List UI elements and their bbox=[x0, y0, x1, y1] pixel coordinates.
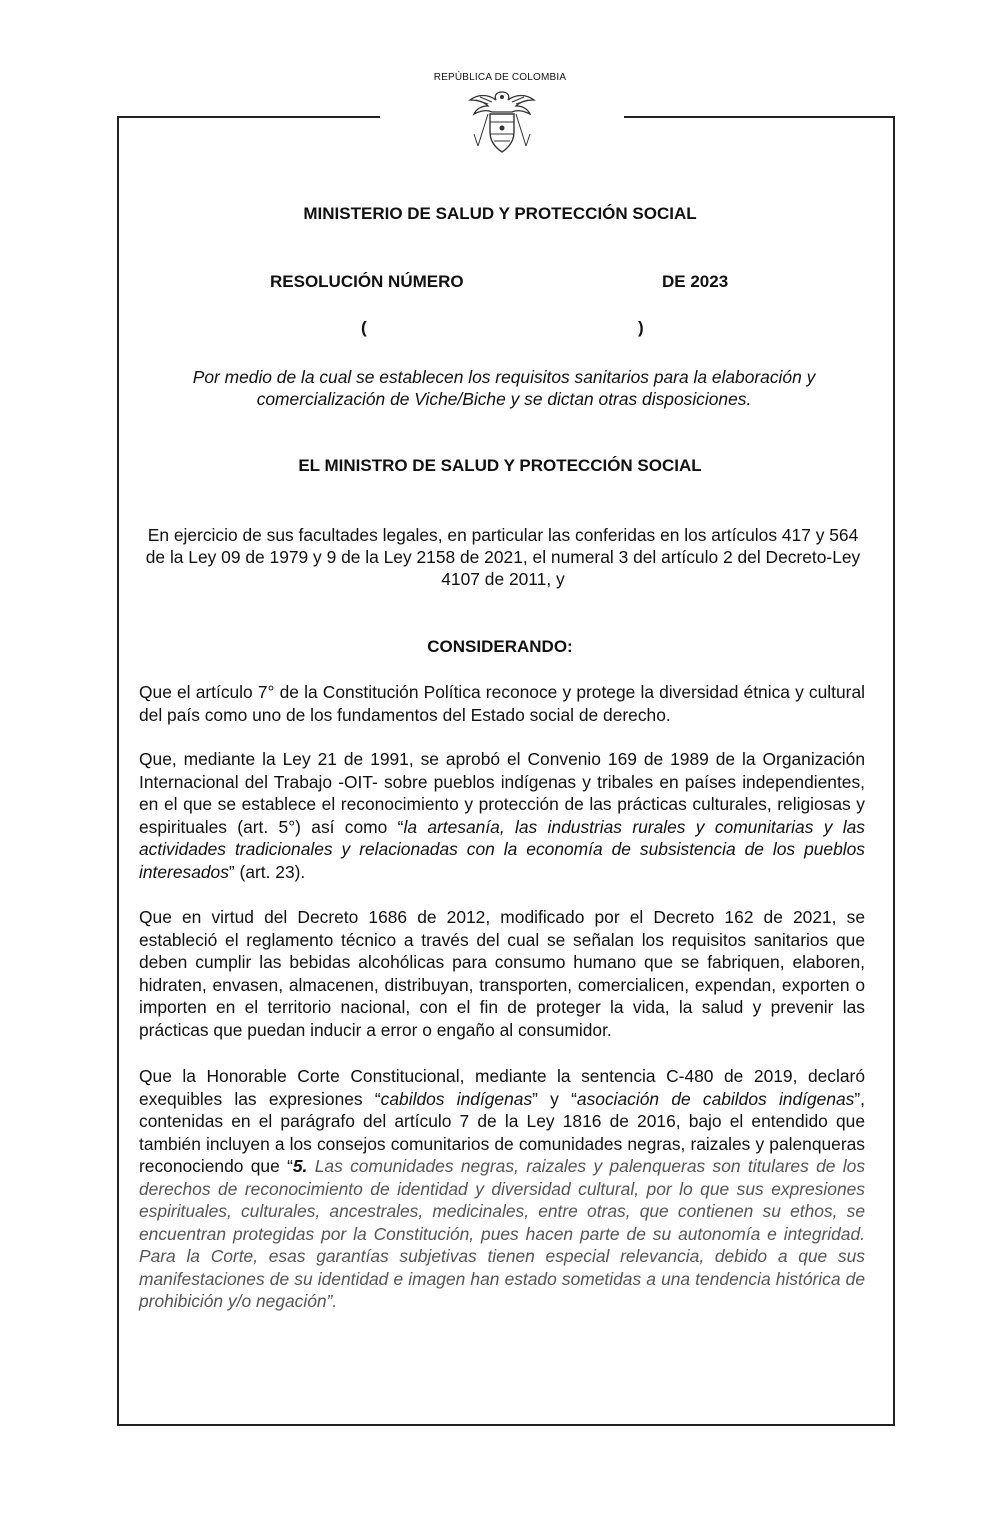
quote-number: 5. bbox=[292, 1156, 308, 1176]
minister-heading: EL MINISTRO DE SALUD Y PROTECCIÓN SOCIAL bbox=[298, 456, 702, 475]
quoted-italic-text: asociación de cabildos indígenas bbox=[576, 1088, 855, 1109]
paragraph-text: ” y “ bbox=[532, 1088, 577, 1109]
resolution-summary: Por medio de la cual se establecen los requisitos sanitarios para la elaboración y comercialización de Viche/Biche y se dictan otras disposiciones. bbox=[192, 367, 816, 409]
frame-left-border bbox=[117, 116, 119, 1426]
paragraph-text: ”, contenidas en el parágrafo del artículo 7 de la Ley 1816 de 2016, bajo el entendido que también incluyen a los consejos comunitarios de comunidades negras, raizales y palenqueras reconociendo que “ bbox=[139, 1088, 865, 1176]
quoted-italic-text: cabildos indígenas bbox=[380, 1088, 533, 1109]
considerando-paragraph-4 bbox=[139, 1065, 865, 1313]
frame-bottom-border bbox=[117, 1424, 895, 1426]
frame-top-left-border bbox=[117, 116, 380, 118]
coat-of-arms-seal-icon bbox=[466, 86, 538, 158]
republica-header: REPÚBLICA DE COLOMBIA bbox=[433, 72, 567, 83]
paragraph-text: Que, mediante la Ley 21 de 1991, se aprobó el Convenio 169 de 1989 de la Organización Internacional del Trabajo -OIT- sobre pueblos indígenas y tribales en países independientes, en el que se establece el reconocimiento y protección de las prácticas culturales, religiosas y espirituales (art. 5°) así como “ bbox=[139, 749, 865, 837]
paragraph-text: Que la Honorable Corte Constitucional, mediante la sentencia C-480 de 2019, declaró exequibles las expresiones “ bbox=[139, 1066, 865, 1109]
court-quote-text: Las comunidades negras, raizales y palenqueras son titulares de los derechos de reconocimiento de identidad y diversidad cultural, por lo que sus expresiones espirituales, culturales, ancestrales, medicinales, entre otras, que contienen su ethos, se encuentran protegidas por la Constitución, pues hacen parte de su autonomía e integridad. Para la Corte, esas garantías subjetivas tienen especial relevancia, debido a que sus manifestaciones de su identidad e imagen han estado sometidas a una tendencia histórica de prohibición y/o negación”. bbox=[139, 1156, 866, 1311]
frame-right-border bbox=[893, 116, 895, 1426]
faculties-paragraph: En ejercicio de sus facultades legales, en particular las conferidas en los artículos 417 y 564 de la Ley 09 de 1979 y 9 de la Ley 2158 de 2021, el numeral 3 del artículo 2 del Decreto-Ley 4107 de 2011, y bbox=[145, 525, 861, 589]
resolution-date-open-paren: ( bbox=[361, 318, 367, 337]
considerando-paragraph-3 bbox=[139, 906, 865, 1041]
paragraph-text: Que en virtud del Decreto 1686 de 2012, modificado por el Decreto 162 de 2021, se estableció el reglamento técnico a través del cual se señalan los requisitos sanitarios que deben cumplir las bebidas alcohólicas para consumo humano que se fabriquen, elaboren, hidraten, envasen, almacenen, distribuyan, transporten, comercialicen, expendan, exporten o importen en el territorio nacional, con el fin de proteger la vida, la salud y prevenir las prácticas que puedan inducir a error o engaño al consumidor. bbox=[139, 907, 865, 1040]
paragraph-text: ” (art. 23). bbox=[228, 861, 306, 882]
frame-top-right-border bbox=[624, 116, 895, 118]
paragraph-text: Que el artículo 7° de la Constitución Política reconoce y protege la diversidad étnica y cultural del país como uno de los fundamentos del Estado social de derecho. bbox=[139, 682, 865, 725]
quoted-italic-text: la artesanía, las industrias rurales y comunitarias y las actividades tradicionales y relacionadas con la economía de subsistencia de los pueblos interesados bbox=[139, 816, 865, 882]
ministry-title: MINISTERIO DE SALUD Y PROTECCIÓN SOCIAL bbox=[303, 204, 697, 223]
resolution-date-close-paren: ) bbox=[638, 318, 644, 337]
considerando-paragraph-2 bbox=[139, 748, 865, 883]
resolution-year: DE 2023 bbox=[662, 272, 729, 291]
considerando-paragraph-1 bbox=[139, 681, 865, 726]
resolution-number-label: RESOLUCIÓN NÚMERO bbox=[270, 272, 464, 291]
considerando-heading: CONSIDERANDO: bbox=[427, 637, 573, 656]
